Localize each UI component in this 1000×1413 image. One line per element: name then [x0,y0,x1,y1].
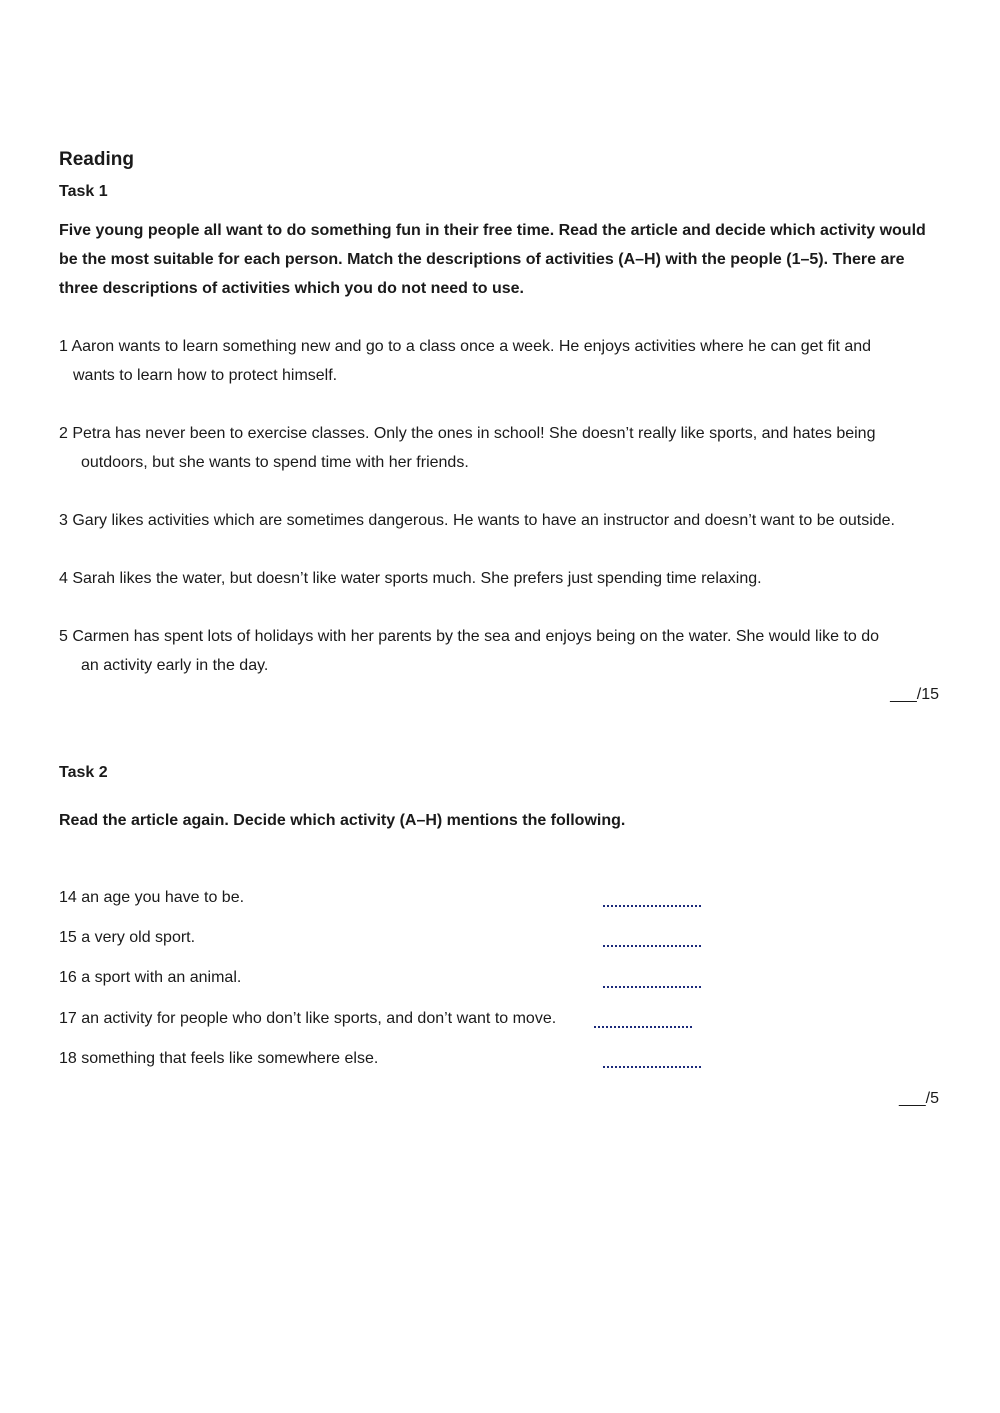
answer-blank-14[interactable] [603,902,701,907]
task1-item-5 [59,622,944,680]
task2-score: ___/5 [898,1090,939,1107]
task1-item-2 [59,419,944,477]
item-text-cont: outdoors, but she wants to spend time with her friends. [81,454,469,471]
answer-blank-17[interactable] [594,1023,692,1028]
item-text-cont: an activity early in the day. [81,657,269,674]
task2-question-14: 14 an age you have to be. [59,889,245,906]
task1-item-3 [59,506,959,535]
task1-item-1 [59,332,944,390]
section-heading: Reading [59,149,134,170]
task2-question-16: 16 a sport with an animal. [59,969,242,986]
task2-title: Task 2 [59,764,108,781]
task2-instructions: Read the article again. Decide which activity (A–H) mentions the following. [59,812,626,829]
answer-blank-15[interactable] [603,942,701,947]
item-text: 5 Carmen has spent lots of holidays with her parents by the sea and enjoys being on the water. She would like to do [59,628,880,645]
item-text: 2 Petra has never been to exercise classes. Only the ones in school! She doesn’t really like sports, and hates being [59,425,876,442]
item-text: 4 Sarah likes the water, but doesn’t like water sports much. She prefers just spending time relaxing. [59,570,762,587]
task1-instructions: Five young people all want to do something fun in their free time. Read the article and decide which activity would be the most suitable for each person. Match the descriptions of activities (A–H) with the people (1–5). There are three descriptions of activities which you do not need to use. [59,222,926,297]
task1-item-4 [59,564,944,593]
item-text-cont: wants to learn how to protect himself. [73,367,338,384]
answer-blank-16[interactable] [603,983,701,988]
item-text: 3 Gary likes activities which are sometimes dangerous. He wants to have an instructor and doesn’t want to be outside. [59,512,895,529]
task1-title: Task 1 [59,183,108,200]
task2-question-18: 18 something that feels like somewhere else. [59,1050,379,1067]
task1-score: ___/15 [890,686,939,703]
task2-question-17: 17 an activity for people who don’t like sports, and don’t want to move. [59,1010,557,1027]
item-text: 1 Aaron wants to learn something new and go to a class once a week. He enjoys activities where he can get fit and [59,338,872,355]
answer-blank-18[interactable] [603,1063,701,1068]
task2-question-15: 15 a very old sport. [59,929,196,946]
